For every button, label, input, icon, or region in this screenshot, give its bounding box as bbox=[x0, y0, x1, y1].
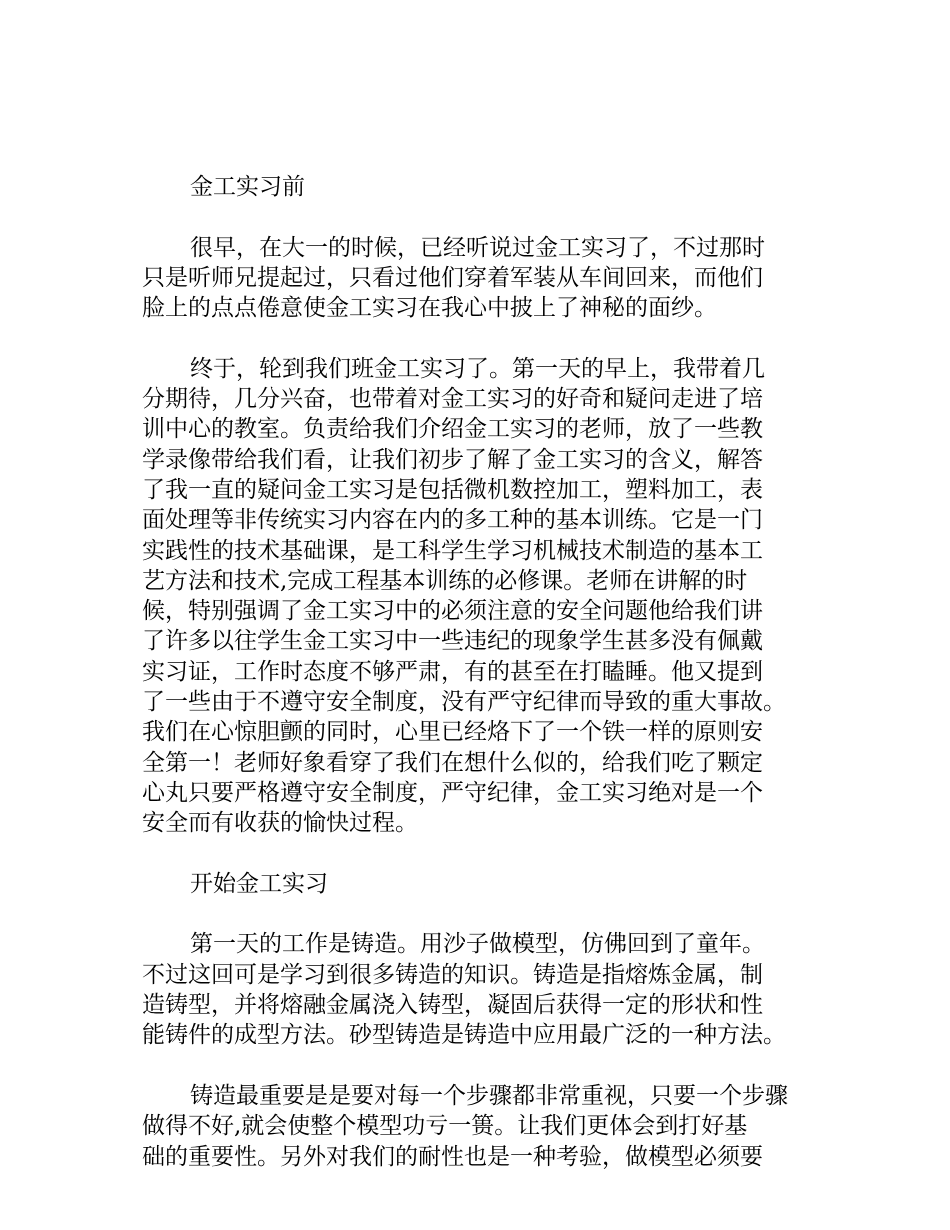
text-line: 铸造最重要是是要对每一个步骤都非常重视，只要一个步骤 bbox=[190, 1082, 788, 1109]
paragraph bbox=[142, 1081, 826, 1172]
heading-text: 开始金工实习 bbox=[190, 870, 328, 897]
text-line: 面处理等非传统实习内容在内的多工种的基本训练。它是一门 bbox=[142, 507, 763, 534]
text-line: 脸上的点点倦意使金工实习在我心中披上了神秘的面纱。 bbox=[142, 295, 717, 322]
text-line: 分期待，几分兴奋，也带着对金工实习的好奇和疑问走进了培 bbox=[142, 386, 763, 413]
text-line: 只是听师兄提起过，只看过他们穿着军装从车间回来，而他们 bbox=[142, 264, 763, 291]
section-heading bbox=[142, 172, 826, 202]
heading-text: 金工实习前 bbox=[190, 174, 305, 200]
text-line: 心丸只要严格遵守安全制度，严守纪律，金工实习绝对是一个 bbox=[142, 779, 763, 806]
paragraph-gap bbox=[142, 839, 826, 869]
document-body bbox=[142, 172, 826, 1172]
text-line: 能铸件的成型方法。砂型铸造是铸造中应用最广泛的一种方法。 bbox=[142, 1022, 786, 1049]
text-line: 全第一！老师好象看穿了我们在想什么似的，给我们吃了颗定 bbox=[142, 749, 763, 776]
text-line: 了一些由于不遵守安全制度，没有严守纪律而导致的重大事故。 bbox=[142, 689, 786, 716]
text-line: 不过这回可是学习到很多铸造的知识。铸造是指熔炼金属，制 bbox=[142, 961, 763, 988]
paragraph-gap bbox=[142, 899, 826, 929]
text-line: 候，特别强调了金工实习中的必须注意的安全问题他给我们讲 bbox=[142, 598, 763, 625]
text-line: 做得不好,就会使整个模型功亏一篑。让我们更体会到打好基 bbox=[142, 1113, 748, 1140]
paragraph bbox=[142, 233, 826, 324]
text-line: 了我一直的疑问金工实习是包括微机数控加工，塑料加工，表 bbox=[142, 476, 763, 503]
text-line: 很早，在大一的时候，已经听说过金工实习了，不过那时 bbox=[190, 234, 765, 261]
text-line: 实践性的技术基础课，是工科学生学习机械技术制造的基本工 bbox=[142, 537, 763, 564]
paragraph-gap bbox=[142, 1051, 826, 1081]
text-line: 础的重要性。另外对我们的耐性也是一种考验，做模型必须要 bbox=[142, 1143, 763, 1170]
text-line: 安全而有收获的愉快过程。 bbox=[142, 810, 418, 837]
paragraph bbox=[142, 354, 826, 839]
paragraph bbox=[142, 929, 826, 1050]
text-line: 造铸型，并将熔融金属浇入铸型，凝固后获得一定的形状和性 bbox=[142, 992, 763, 1019]
paragraph-gap bbox=[142, 202, 826, 232]
text-line: 终于，轮到我们班金工实习了。第一天的早上，我带着几 bbox=[190, 355, 765, 382]
text-line: 第一天的工作是铸造。用沙子做模型，仿佛回到了童年。 bbox=[190, 931, 765, 958]
text-line: 了许多以往学生金工实习中一些违纪的现象学生甚多没有佩戴 bbox=[142, 628, 763, 655]
text-line: 学录像带给我们看，让我们初步了解了金工实习的含义，解答 bbox=[142, 446, 763, 473]
text-line: 我们在心惊胆颤的同时，心里已经烙下了一个铁一样的原则安 bbox=[142, 719, 763, 746]
text-line: 训中心的教室。负责给我们介绍金工实习的老师，放了一些教 bbox=[142, 416, 763, 443]
text-line: 艺方法和技术,完成工程基本训练的必修课。老师在讲解的时 bbox=[142, 567, 748, 594]
text-line: 实习证，工作时态度不够严肃，有的甚至在打瞌睡。他又提到 bbox=[142, 658, 763, 685]
section-heading bbox=[142, 869, 826, 899]
paragraph-gap bbox=[142, 323, 826, 353]
